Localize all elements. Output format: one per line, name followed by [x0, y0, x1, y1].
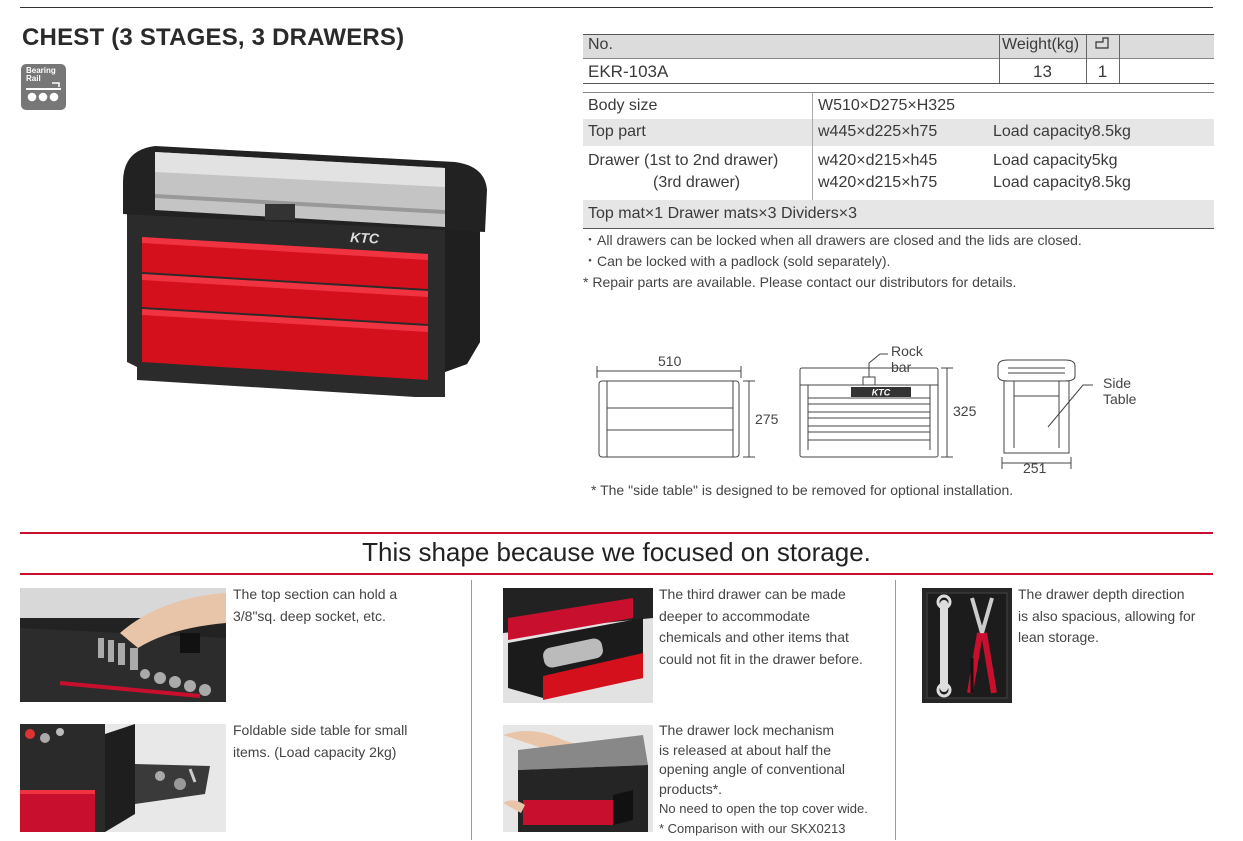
note-line: ・Can be locked with a padlock (sold separately).: [583, 253, 891, 269]
top-part-label: Top part: [588, 123, 646, 140]
model-number: EKR-103A: [588, 62, 669, 81]
body-size-label: Body size: [588, 97, 658, 114]
feature-line: opening angle of conventional: [659, 761, 846, 777]
feature-drawer-lock: [659, 721, 868, 838]
feature-line: is also spacious, allowing for: [1018, 607, 1196, 624]
drawer-load-1: Load capacity5kg: [993, 152, 1118, 169]
body-size-dims: W510×D275×H325: [818, 97, 955, 114]
feature-line: The top section can hold a: [233, 586, 398, 602]
feature-drawer-depth: [1018, 584, 1195, 649]
feature-side-table: [233, 720, 407, 763]
chest-logo: KTC: [349, 229, 380, 247]
feature-small-line: No need to open the top cover wide.: [659, 801, 868, 816]
side-table-label-1: Side: [1103, 375, 1132, 391]
row-top-part: [583, 119, 1214, 146]
feature-line: deeper to accommodate: [659, 607, 810, 624]
accessories-text: Top mat×1 Drawer mats×3 Dividers×3: [588, 205, 857, 222]
feature-line: products*.: [659, 780, 723, 797]
weight-value: 13: [1033, 62, 1052, 81]
top-part-load: Load capacity8.5kg: [993, 123, 1131, 140]
spec-notes: [583, 230, 1082, 293]
feature-line: chemicals and other items that: [659, 629, 849, 645]
feature-line: items. (Load capacity 2kg): [233, 743, 397, 760]
side-table-photo: [20, 724, 226, 832]
note-line: * Repair parts are available. Please contact our distributors for details.: [583, 274, 1017, 290]
column-divider: [895, 580, 896, 840]
badge-line-2: Rail: [26, 74, 41, 83]
drawer-load-2: Load capacity8.5kg: [993, 174, 1131, 191]
section-title: This shape because we focused on storage.: [362, 537, 871, 567]
column-divider: [471, 580, 472, 840]
row-body-size: [583, 93, 1214, 119]
row-accessories: [583, 200, 1214, 228]
top-part-dims: w445×d225×h75: [818, 123, 938, 140]
drawer-label-2: (3rd drawer): [653, 174, 741, 191]
feature-line: 3/8"sq. deep socket, etc.: [233, 607, 386, 624]
section-bottom-rule: [20, 573, 1213, 575]
dim-height: 325: [953, 403, 977, 419]
feature-third-drawer: [659, 584, 863, 670]
bearing-rail-badge-icon: [21, 64, 66, 110]
page-title: CHEST (3 STAGES, 3 DRAWERS): [22, 24, 405, 51]
top-section-photo: [20, 588, 226, 702]
note-line: ・All drawers can be locked when all drawers are closed and the lids are closed.: [583, 232, 1082, 248]
feature-top-section: [233, 584, 397, 627]
quantity-value: 1: [1097, 62, 1108, 81]
third-drawer-photo: [503, 588, 653, 703]
drawer-dims-2: w420×d215×h75: [818, 174, 938, 191]
side-table-note: * The "side table" is designed to be removed for optional installation.: [591, 482, 1014, 498]
feature-small-line: * Comparison with our SKX0213: [659, 820, 846, 836]
feature-line: The third drawer can be made: [659, 586, 846, 602]
feature-line: Foldable side table for small: [233, 722, 408, 738]
feature-line: is released at about half the: [659, 741, 832, 758]
header-no: No.: [588, 36, 613, 53]
feature-line: The drawer lock mechanism: [659, 722, 835, 738]
drawer-label-1: Drawer (1st to 2nd drawer): [588, 152, 779, 169]
diagram-logo: KTC: [871, 387, 891, 398]
quantity-icon: [1086, 36, 1109, 54]
top-rule: [20, 7, 1213, 8]
section-top-rule: [20, 532, 1213, 534]
dim-width: 510: [658, 353, 682, 369]
feature-line: could not fit in the drawer before.: [659, 650, 863, 667]
drawer-dims-1: w420×d215×h45: [818, 152, 938, 169]
badge-line-1: Bearing: [26, 66, 56, 75]
row-drawer: [583, 146, 1214, 200]
drawer-lock-photo: [503, 725, 653, 832]
feature-line: lean storage.: [1018, 629, 1099, 645]
chest-product-image: [115, 142, 495, 407]
dim-depth: 275: [755, 411, 779, 427]
header-weight: Weight(kg): [1002, 36, 1080, 53]
drawer-depth-photo: [922, 588, 1012, 703]
dim-side: 251: [1023, 460, 1047, 476]
rock-bar-label: Rock bar: [891, 343, 923, 375]
feature-line: The drawer depth direction: [1018, 586, 1185, 602]
side-table-label-2: Table: [1103, 391, 1137, 407]
